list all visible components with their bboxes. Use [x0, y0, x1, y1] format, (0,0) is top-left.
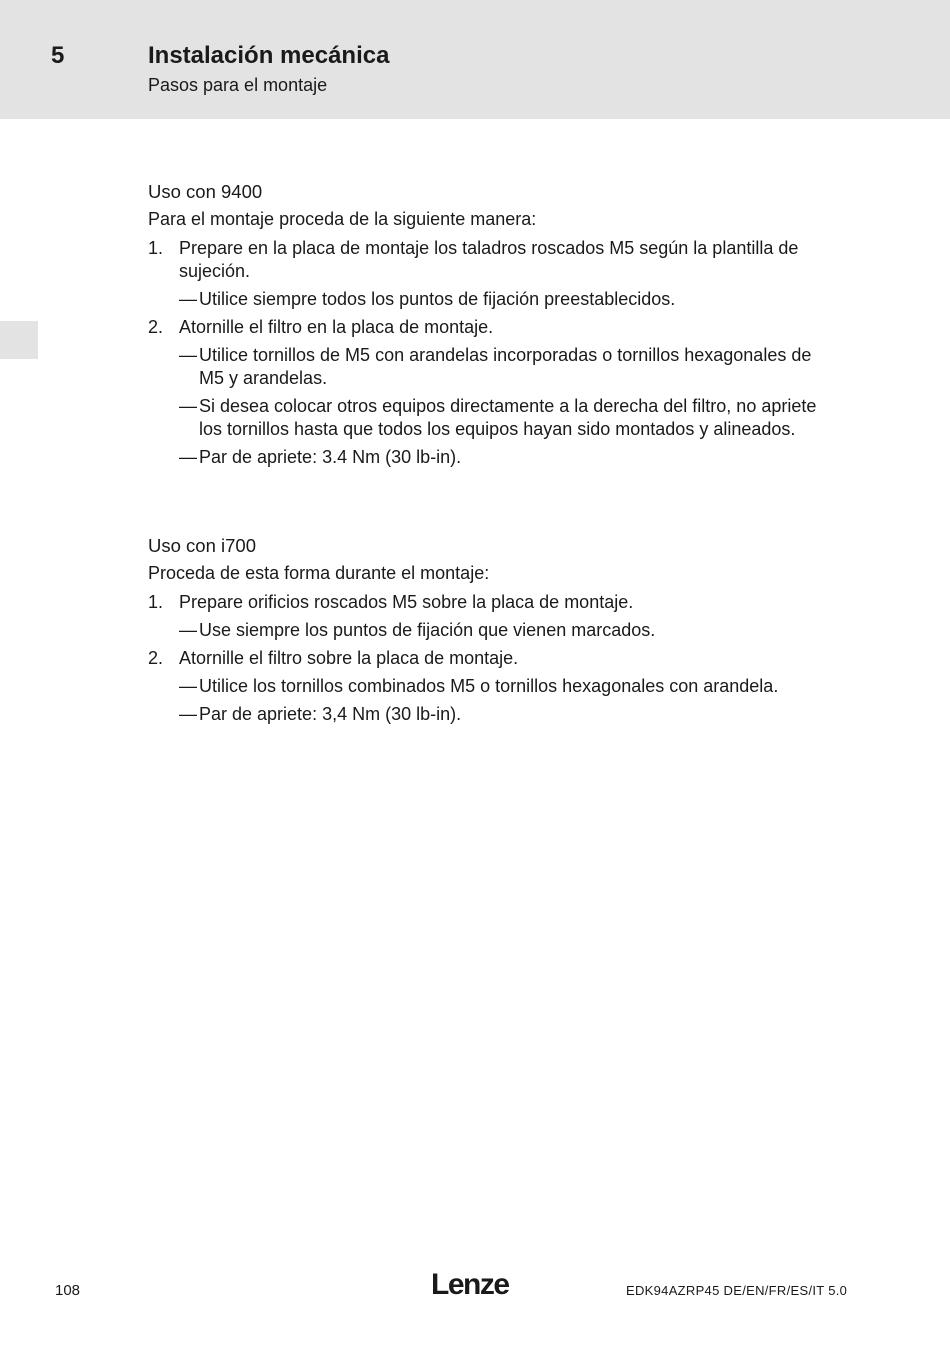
sub-item-text: Par de apriete: 3.4 Nm (30 lb-in).: [199, 447, 462, 467]
step-text: Prepare orificios roscados M5 sobre la placa de montaje.: [179, 592, 634, 612]
section-uso-9400: [148, 180, 838, 469]
sub-item: [148, 703, 838, 726]
sub-item-text: Utilice los tornillos combinados M5 o tornillos hexagonales con arandela.: [199, 676, 779, 696]
dash-bullet-icon: —: [179, 345, 197, 365]
sub-item: [148, 446, 838, 469]
step-number: 1.: [148, 238, 164, 258]
step-number: 1.: [148, 592, 164, 612]
dash-bullet-icon: —: [179, 676, 197, 696]
section-heading: Uso con 9400: [148, 181, 263, 202]
document-id: EDK94AZRP45 DE/EN/FR/ES/IT 5.0: [626, 1283, 848, 1298]
section-intro: Proceda de esta forma durante el montaje:: [148, 563, 490, 583]
dash-bullet-icon: —: [179, 704, 197, 724]
dash-bullet-icon: —: [179, 396, 197, 416]
sub-item-text: Si desea colocar otros equipos directamente a la derecha del filtro, no apriete los tornillos hasta que todos los equipos hayan sido montados y alineados.: [199, 396, 817, 439]
lenze-logo: Lenze: [431, 1268, 509, 1301]
header-band: [0, 0, 950, 119]
dash-bullet-icon: —: [179, 289, 197, 309]
step-item: [148, 591, 838, 614]
chapter-side-tab: [0, 321, 38, 359]
section-intro: Para el montaje proceda de la siguiente manera:: [148, 209, 537, 229]
sub-item: [148, 675, 838, 698]
sub-item-text: Utilice tornillos de M5 con arandelas incorporadas o tornillos hexagonales de M5 y arandelas.: [199, 345, 812, 388]
chapter-number: 5: [51, 42, 65, 69]
chapter-subtitle: Pasos para el montaje: [148, 75, 328, 95]
step-text: Prepare en la placa de montaje los taladros roscados M5 según la plantilla de sujeción.: [179, 238, 799, 281]
step-text: Atornille el filtro en la placa de montaje.: [179, 317, 494, 337]
section-heading: Uso con i700: [148, 535, 256, 556]
page-number: 108: [55, 1282, 81, 1299]
sub-item-text: Use siempre los puntos de fijación que vienen marcados.: [199, 620, 656, 640]
chapter-title: Instalación mecánica: [148, 42, 390, 69]
step-item: [148, 316, 838, 339]
dash-bullet-icon: —: [179, 620, 197, 640]
step-number: 2.: [148, 317, 164, 337]
dash-bullet-icon: —: [179, 447, 197, 467]
sub-item-text: Par de apriete: 3,4 Nm (30 lb-in).: [199, 704, 462, 724]
sub-item: [148, 288, 838, 311]
step-item: [148, 237, 838, 283]
sub-item: [148, 619, 838, 642]
step-number: 2.: [148, 648, 164, 668]
section-uso-i700: [148, 534, 838, 726]
sub-item-text: Utilice siempre todos los puntos de fijación preestablecidos.: [199, 289, 676, 309]
step-text: Atornille el filtro sobre la placa de montaje.: [179, 648, 519, 668]
sub-item: [148, 395, 838, 441]
sub-item: [148, 344, 838, 390]
step-item: [148, 647, 838, 670]
